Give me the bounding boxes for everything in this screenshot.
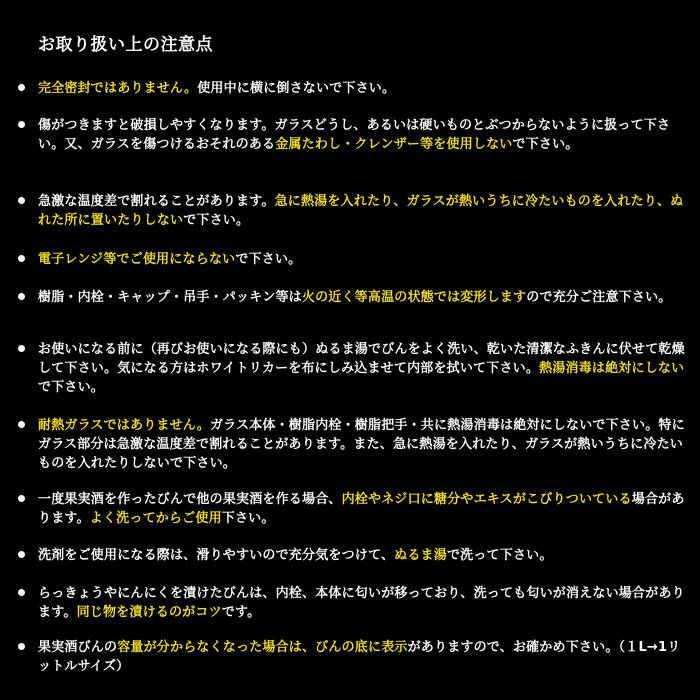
notice-text [38, 490, 690, 528]
highlighted-text: よく洗ってからご使用 [89, 511, 222, 526]
notice-item-6 [18, 340, 690, 397]
body-text: 洗剤をご使用になる際は、滑りやすいので充分気をつけて、 [38, 548, 395, 563]
bullet-icon [18, 293, 25, 300]
notice-item-8 [18, 490, 690, 528]
bullet-icon [18, 84, 25, 91]
bullet-icon [18, 197, 25, 204]
body-text: で下さい。 [38, 380, 105, 395]
highlighted-text: 電子レンジ等でご使用にならない [38, 252, 236, 267]
notice-text [38, 584, 690, 622]
bullet-icon [18, 255, 25, 262]
highlighted-text: ぬるま湯 [394, 548, 447, 563]
highlighted-text: 完全密封ではありません。 [38, 81, 198, 96]
body-text: ガラス本体・樹脂内栓・樹脂把手・共に熱湯消毒は絶対にしないで下さい。特にガラス部分は急激な温度差で割れることがあります。また、急に熱湯を入れたり、ガラスが熱いうちに冷たいものを入れたりしないで下さい。 [38, 418, 685, 471]
body-text: 樹脂・内栓・キャップ・吊手・パッキン等は [38, 290, 302, 305]
body-text: 一度果実酒を作ったびんで他の果実酒を作る場合、 [38, 492, 342, 507]
highlighted-text: 容量が分からなくなった場合は、びんの底に表示 [117, 640, 408, 655]
body-text: がありますので、お確かめ下さい。（１L→1リットルサイズ） [38, 640, 681, 674]
body-text: で下さい。 [235, 252, 302, 267]
bullet-icon [18, 551, 25, 558]
notice-text [38, 416, 690, 473]
notice-text [38, 116, 690, 154]
body-text: 傷がつきますと破損しやすくなります。ガラスどうし、あるいは硬いものとぶつからないように扱って下さい。又、ガラスを傷つけるおそれのある [38, 118, 671, 152]
notice-item-3 [18, 192, 690, 230]
highlighted-text: 同じ物を漬けるのがコツ [76, 605, 222, 620]
body-text: ので充分ご注意下さい。 [526, 290, 672, 305]
notice-text [38, 546, 690, 565]
bullet-icon [18, 345, 25, 352]
body-text: 使用中に横に倒さないで下さい。 [197, 81, 396, 96]
notice-text [38, 340, 690, 397]
body-text: です。 [221, 605, 261, 620]
highlighted-text: 火の近く等高温の状態では変形します [301, 290, 527, 305]
notice-text [38, 638, 690, 676]
notice-item-1 [18, 79, 690, 98]
notice-text [38, 288, 690, 307]
notice-item-10 [18, 584, 690, 622]
bullet-icon [18, 421, 25, 428]
body-text: 果実酒びんの [38, 640, 118, 655]
bullet-icon [18, 643, 25, 650]
body-text: で下さい。 [512, 137, 579, 152]
highlighted-text: 内栓やネジ口に糖分やエキスがこびりついている [341, 492, 632, 507]
notice-item-11 [18, 638, 690, 676]
notice-item-9 [18, 546, 690, 565]
highlighted-text: 金属たわし・クレンザー等を使用しない [275, 137, 513, 152]
bullet-icon [18, 589, 25, 596]
body-text: 下さい。 [221, 511, 275, 526]
notice-text [38, 250, 690, 269]
body-text: で洗って下さい。 [446, 548, 553, 563]
highlighted-text: 熱湯消毒は絶対にしない [539, 361, 685, 376]
notice-item-7 [18, 416, 690, 473]
body-text: らっきょうやにんにくを漬けたびんは、内栓、本体に匂いが移っており、洗っても匂いが消えない場合があります。 [38, 586, 685, 620]
notice-item-2 [18, 116, 690, 154]
body-text: お使いになる前に（再びお使いになる際にも）ぬるま湯でびんをよく洗い、乾いた清潔なふきんに伏せて乾燥して下さい。気になる方はホワイトリカーを布にしみ込ませて内部を拭いて下さい。 [38, 342, 685, 376]
bullet-icon [18, 495, 25, 502]
notice-item-4 [18, 250, 690, 269]
body-text: 場合があります。 [38, 492, 685, 526]
notice-text [38, 192, 690, 230]
body-text: 急激な温度差で割れることがあります。 [38, 194, 275, 209]
body-text: で下さい。 [183, 213, 250, 228]
highlighted-text: 急に熱湯を入れたり、ガラスが熱いうちに冷たいものを入れたり、ぬれた所に置いたりしない [38, 194, 684, 228]
highlighted-text: 耐熱ガラスではありません。 [38, 418, 210, 433]
page-title: お取り扱い上の注意点 [38, 35, 213, 55]
notice-item-5 [18, 288, 690, 307]
bullet-icon [18, 121, 25, 128]
notice-text [38, 79, 690, 98]
